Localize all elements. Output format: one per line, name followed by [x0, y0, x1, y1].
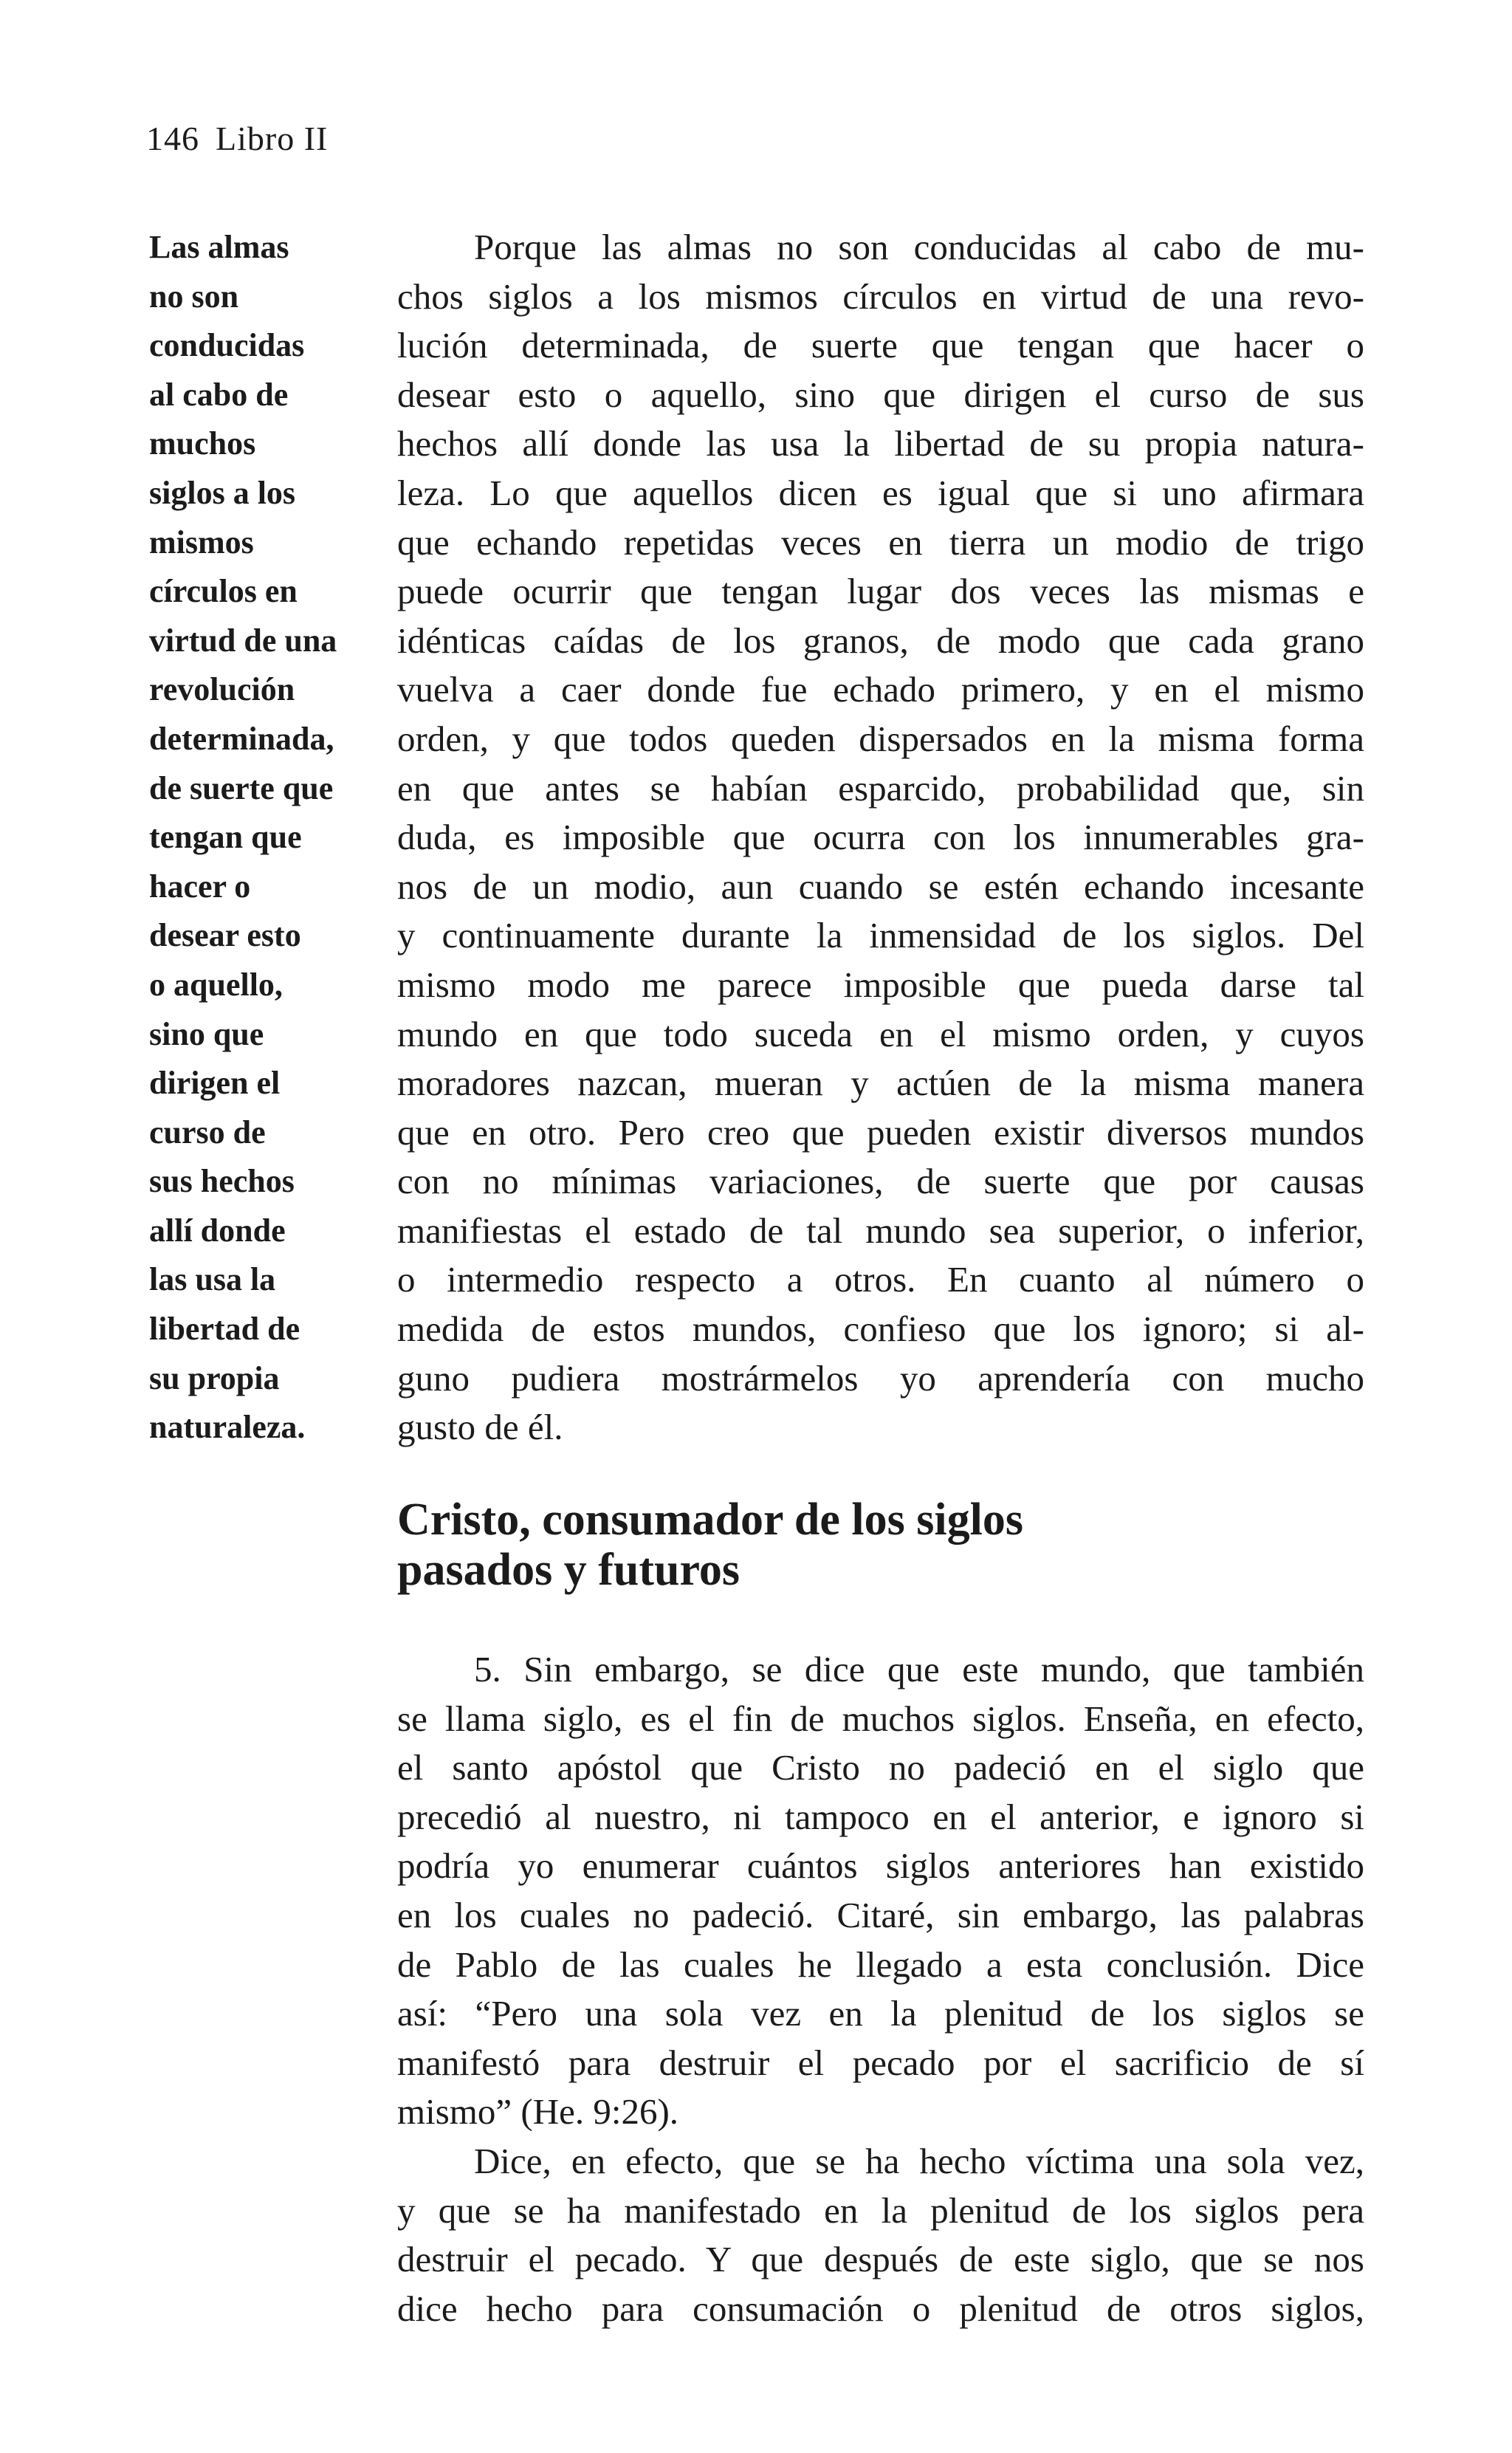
section-line: de Pablo de las cuales he llegado a esta conclusión. Dice: [397, 1943, 1364, 1985]
body-line: y continuamente durante la inmensidad de los siglos. Del: [397, 915, 1364, 956]
body-line: desear esto o aquello, sino que dirigen el curso de sus: [397, 374, 1364, 415]
body-line: lución determinada, de suerte que tengan que hacer o: [397, 325, 1364, 366]
book-title: Libro II: [216, 120, 329, 157]
running-head: [146, 117, 328, 161]
section-line: precedió al nuestro, ni tampoco en el anterior, e ignoro si: [397, 1796, 1364, 1837]
body-line: que echando repetidas veces en tierra un modio de trigo: [397, 521, 1364, 563]
section-heading: [397, 1495, 1364, 1595]
page-number: 146: [146, 120, 199, 157]
body-line: o intermedio respecto a otros. En cuanto al número o: [397, 1259, 1364, 1300]
margin-note: [149, 223, 371, 1452]
margin-note-line: las usa la: [149, 1261, 276, 1298]
margin-note-line: hacer o: [149, 868, 251, 905]
margin-note-line: sino que: [149, 1015, 264, 1052]
section-line: el santo apóstol que Cristo no padeció en el siglo que: [397, 1747, 1364, 1788]
section-text: [397, 1645, 1364, 2333]
body-line: duda, es imposible que ocurra con los innumerables gra-: [397, 817, 1364, 858]
body-line: nos de un modio, aun cuando se estén echando incesante: [397, 865, 1364, 907]
margin-note-line: su propia: [149, 1359, 280, 1396]
heading-line: Cristo, consumador de los siglos: [397, 1495, 1023, 1545]
body-line: chos siglos a los mismos círculos en virtud de una revo-: [397, 275, 1364, 317]
margin-note-line: determinada,: [149, 720, 334, 757]
section-line: manifestó para destruir el pecado por el sacrificio de sí: [397, 2042, 1364, 2083]
body-line: gusto de él.: [397, 1407, 563, 1448]
margin-note-line: libertad de: [149, 1311, 300, 1348]
margin-note-line: de suerte que: [149, 769, 334, 806]
margin-note-line: o aquello,: [149, 966, 283, 1003]
body-line: moradores nazcan, mueran y actúen de la misma manera: [397, 1063, 1364, 1104]
margin-note-line: desear esto: [149, 917, 301, 954]
heading-line: pasados y futuros: [397, 1545, 740, 1595]
body-line: manifiestas el estado de tal mundo sea superior, o inferior,: [397, 1210, 1364, 1251]
section-line: destruir el pecado. Y que después de este siglo, que se nos: [397, 2239, 1364, 2280]
body-line: Porque las almas no son conducidas al cabo de mu-: [474, 227, 1364, 267]
margin-note-line: Las almas: [149, 229, 289, 265]
margin-note-line: conducidas: [149, 327, 305, 364]
body-line: orden, y que todos queden dispersados en la misma forma: [397, 718, 1364, 759]
margin-note-line: no son: [149, 278, 239, 315]
margin-note-line: tengan que: [149, 819, 302, 856]
body-line: en que antes se habían esparcido, probabilidad que, sin: [397, 767, 1364, 809]
margin-note-line: naturaleza.: [149, 1409, 306, 1446]
margin-note-line: allí donde: [149, 1212, 286, 1249]
body-line: medida de estos mundos, confieso que los ignoro; si al-: [397, 1308, 1364, 1350]
margin-note-line: dirigen el: [149, 1065, 281, 1102]
margin-note-line: sus hechos: [149, 1163, 295, 1200]
margin-note-line: al cabo de: [149, 376, 289, 413]
body-line: que en otro. Pero creo que pueden existir diversos mundos: [397, 1111, 1364, 1153]
margin-note-line: siglos a los: [149, 474, 296, 511]
body-paragraph: [397, 223, 1364, 1452]
margin-note-line: revolución: [149, 671, 295, 708]
body-line: vuelva a caer donde fue echado primero, y en el mismo: [397, 669, 1364, 710]
margin-note-line: virtud de una: [149, 622, 337, 659]
section-line: en los cuales no padeció. Citaré, sin embargo, las palabras: [397, 1894, 1364, 1935]
body-line: mismo modo me parece imposible que pueda darse tal: [397, 964, 1364, 1005]
section-line: podría yo enumerar cuántos siglos anteriores han existido: [397, 1845, 1364, 1887]
margin-note-line: círculos en: [149, 573, 298, 610]
body-line: mundo en que todo suceda en el mismo orden, y cuyos: [397, 1013, 1364, 1054]
body-line: guno pudiera mostrármelos yo aprendería con mucho: [397, 1357, 1364, 1399]
body-line: hechos allí donde las usa la libertad de su propia natura-: [397, 423, 1364, 464]
body-line: leza. Lo que aquellos dicen es igual que si uno afirmara: [397, 472, 1364, 513]
body-line: con no mínimas variaciones, de suerte que por causas: [397, 1161, 1364, 1202]
margin-note-line: curso de: [149, 1114, 266, 1150]
section-line: Dice, en efecto, que se ha hecho víctima una sola vez,: [474, 2140, 1364, 2181]
section-line: se llama siglo, es el fin de muchos siglos. Enseña, en efecto,: [397, 1698, 1364, 1739]
section-line: 5. Sin embargo, se dice que este mundo, que también: [474, 1649, 1364, 1689]
body-line: idénticas caídas de los granos, de modo que cada grano: [397, 620, 1364, 661]
margin-note-line: mismos: [149, 524, 254, 560]
section-line: mismo” (He. 9:26).: [397, 2091, 679, 2133]
section-line: y que se ha manifestado en la plenitud de los siglos pera: [397, 2189, 1364, 2231]
body-line: puede ocurrir que tengan lugar dos veces las mismas e: [397, 571, 1364, 612]
section-line: así: “Pero una sola vez en la plenitud de los siglos se: [397, 1993, 1364, 2034]
margin-note-line: muchos: [149, 425, 256, 462]
section-line: dice hecho para consumación o plenitud de otros siglos,: [397, 2288, 1364, 2329]
